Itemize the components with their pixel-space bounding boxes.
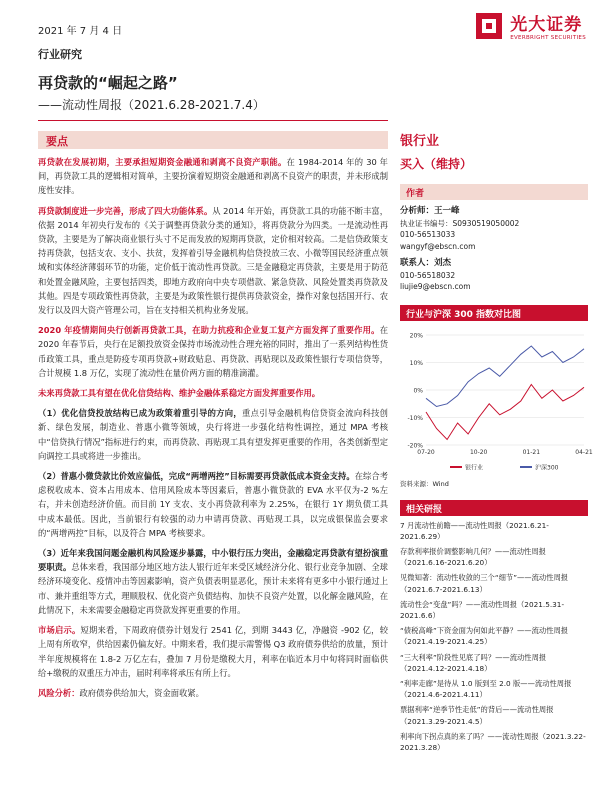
x-tick-label: 10-20 (469, 448, 488, 456)
paragraph: 风险分析：政府债券供给加大，资金面收紧。 (38, 687, 204, 698)
section-header (38, 131, 388, 149)
related-list (400, 520, 588, 754)
series-line (426, 384, 584, 439)
paragraph: 再贷款制度进一步完善，形成了四大功能体系。从 2014 年开始，再贷款工具的功能不断丰富，依据 2014 年初央行发布的《关于调整再贷款分类的通知》，将再贷款分为四类。一是流动性再贷款，主要是为了解决商业银行头寸不足而发放的短期再贷款，定价相对较高。二是信贷政策支持再贷款，包括支农、支小、扶贫，发挥着引导金融机构信贷投放三农、小微等国民经济重点领域和实体经济薄弱环节的功能，定价低于流动性再贷款。三是金融稳定再贷款，主要是用于防范和处置金融风险，主要包括四类，即地方政府向中央专项借款、紧急贷款、风险处置类再贷款及其他。四是专项政策性再贷款，主要是为政策性银行提供再贷款资金，操作对象包括国开行、农发行以及四大资产管理公司，旨在支持相关机构业务发展。 (38, 205, 388, 316)
report-date: 2021 年 7 月 4 日 (38, 26, 123, 37)
paragraph: 再贷款在发展初期，主要承担短期资金融通和剥离不良资产职能。在 1984-2014 年的 30 年间，再贷款工具的逻辑相对简单，主要扮演着短期资金融通和剥离不良资产的职责，并未形成制度性安排。 (38, 157, 388, 196)
logo-text: 光大证券 (510, 15, 583, 35)
industry-label: 银行业 (400, 134, 440, 149)
logo-mark-icon (474, 11, 504, 41)
paragraph: （2）普惠小微贷款比价效应偏低，完成“两增两控”目标需要再贷款低成本资金支持。在综合考虑税收成本、资本占用成本、信用风险成本等因素后，普惠小微贷款的 EVA 水平仅为-2 %左右，并未创造经济价值。而目前 1Y 支农、支小再贷款利率为 2.25%，在银行 1Y 期负债工具中成本最低。因此，当前银行有较强的动力申请再贷款、再贴现工具，以完成银保监会要求的“两增两控”目标，以及符合 MPA 考核要求。 (38, 471, 388, 538)
analyst-info: 分析师：王一峰 执业证书编号：S0930519050002 010-56513033 wangyf@ebscn.com 联系人：刘杰 010-56518032 liujie9@ebscn.com (400, 206, 520, 291)
paragraph: 未来再贷款工具有望在优化信贷结构、维护金融体系稳定方面发挥重要作用。 (38, 388, 321, 399)
paragraph: 市场启示。短期来看，下周政府债券计划发行 2541 亿，到期 3443 亿，净融资 -902 亿，较上周有所收窄，供给因素仍偏友好。中期来看，我们提示需警惕 Q3 政府债券供给的放量，预计半年度规模将在 1.8-2 万亿左右，叠加 7 月份是缴税大月，利率在临近本月中旬将同时面临供给+缴税的双重压力冲击，届时利率将承压有所上行。 (38, 625, 388, 678)
related-header: 相关研报 (400, 500, 588, 516)
x-tick-label: 07-20 (417, 448, 435, 456)
y-tick-label: 0% (413, 387, 423, 394)
paragraph: （1）优化信贷投放结构已成为政策着重引导的方向，重点引导金融机构信贷资金流向科技创新、绿色发展，制造业、普惠小微等领域，央行将进一步强化结构性调控，通过 MPA 考核中“信贷执行情况”指标进行约束，而再贷款、再贴现工具有望发挥更重要的作用，各类创新型定向调控工具或将进一步推出。 (38, 408, 388, 461)
related-report-link[interactable]: 见微知著：流动性收敛的三个“细节”——流动性周报（2021.6.7-2021.6.13） (400, 573, 569, 594)
index-chart (400, 327, 593, 477)
related-report-link[interactable]: “利率走廊”是待从 1.0 版到至 2.0 版——流动性周报（2021.4.6-2021.4.11） (400, 678, 572, 700)
x-tick-label: 04-21 (575, 448, 593, 456)
related-report-link[interactable]: “债税高峰”下资金面为何如此平静？——流动性周报（2021.4.19-2021.4.25） (400, 626, 569, 647)
chart-header: 行业与沪深 300 指数对比图 (400, 305, 588, 321)
related-report-link[interactable]: 流动性会“变盘”吗？——流动性周报（2021.5.31-2021.6.6） (400, 599, 565, 620)
x-tick-label: 01-21 (522, 448, 541, 456)
logo-subtext: EVERBRIGHT SECURITIES (510, 35, 586, 41)
related-report-link[interactable]: “三大利率”阶段性见底了吗？——流动性周报（2021.4.12-2021.4.18） (400, 652, 547, 673)
section-title: 要点 (46, 135, 68, 148)
series-line (426, 346, 584, 407)
y-tick-label: 10% (409, 359, 423, 367)
report-category: 行业研究 (38, 48, 82, 61)
paragraph: 2020 年疫情期间央行创新再贷款工具，在助力抗疫和企业复工复产方面发挥了重要作用。在 2020 年春节后，央行在足额投放资金保持市场流动性合理充裕的同时，推出了一系列结构性货币政策工具，重点是防疫专项再贷款+财政贴息、再贷款、再贴现以及政策性银行专项信贷等，合计规模 1.8 万亿，实现了流动性在量价两方面的精准滴灌。 (38, 325, 388, 378)
paragraph: （3）近年来我国问题金融机构风险逐步暴露，中小银行压力突出，金融稳定再贷款有望扮演重要职责。总体来看，我国部分地区地方法人银行近年来受区域经济分化、银行业竞争加剧、全球经济环境变化、疫情冲击等因素影响，资产负债表明显恶化，预计未来将有更多中小银行通过上市、兼并重组等方式，理顺股权、优化资产负债结构、加快不良资产处置，以化解金融风险，在此情况下，未来需要金融稳定再贷款发挥更重要的作用。 (38, 548, 388, 615)
y-tick-label: 20% (409, 332, 423, 339)
legend-label: 沪深300 (535, 464, 559, 471)
related-report-link[interactable]: 7 月流动性前瞻——流动性周报（2021.6.21-2021.6.29） (400, 520, 549, 541)
author-header: 作者 (400, 184, 588, 200)
related-report-link[interactable]: 存款利率报价调整影响几何？——流动性周报（2021.6.16-2021.6.20） (400, 546, 546, 568)
main-body (38, 155, 388, 706)
brand-logo (474, 10, 586, 41)
y-tick-label: -10% (407, 414, 423, 422)
divider (38, 120, 388, 121)
chart-source: 资料来源：Wind (400, 479, 449, 488)
report-subtitle: ——流动性周报（2021.6.28-2021.7.4） (38, 98, 265, 112)
rating-label: 买入（维持） (400, 157, 473, 171)
legend-label: 银行业 (465, 464, 484, 471)
line-chart (400, 327, 593, 477)
related-report-link[interactable]: 利率向下拐点真的来了吗？——流动性周报（2021.3.22-2021.3.28） (400, 731, 586, 752)
y-tick-label: -20% (407, 442, 423, 449)
report-title: 再贷款的“崛起之路” (38, 74, 178, 92)
related-report-link[interactable]: 票据利率“逆季节性走低”的背后——流动性周报（2021.3.29-2021.4.5） (400, 705, 554, 726)
sidebar (400, 130, 593, 753)
